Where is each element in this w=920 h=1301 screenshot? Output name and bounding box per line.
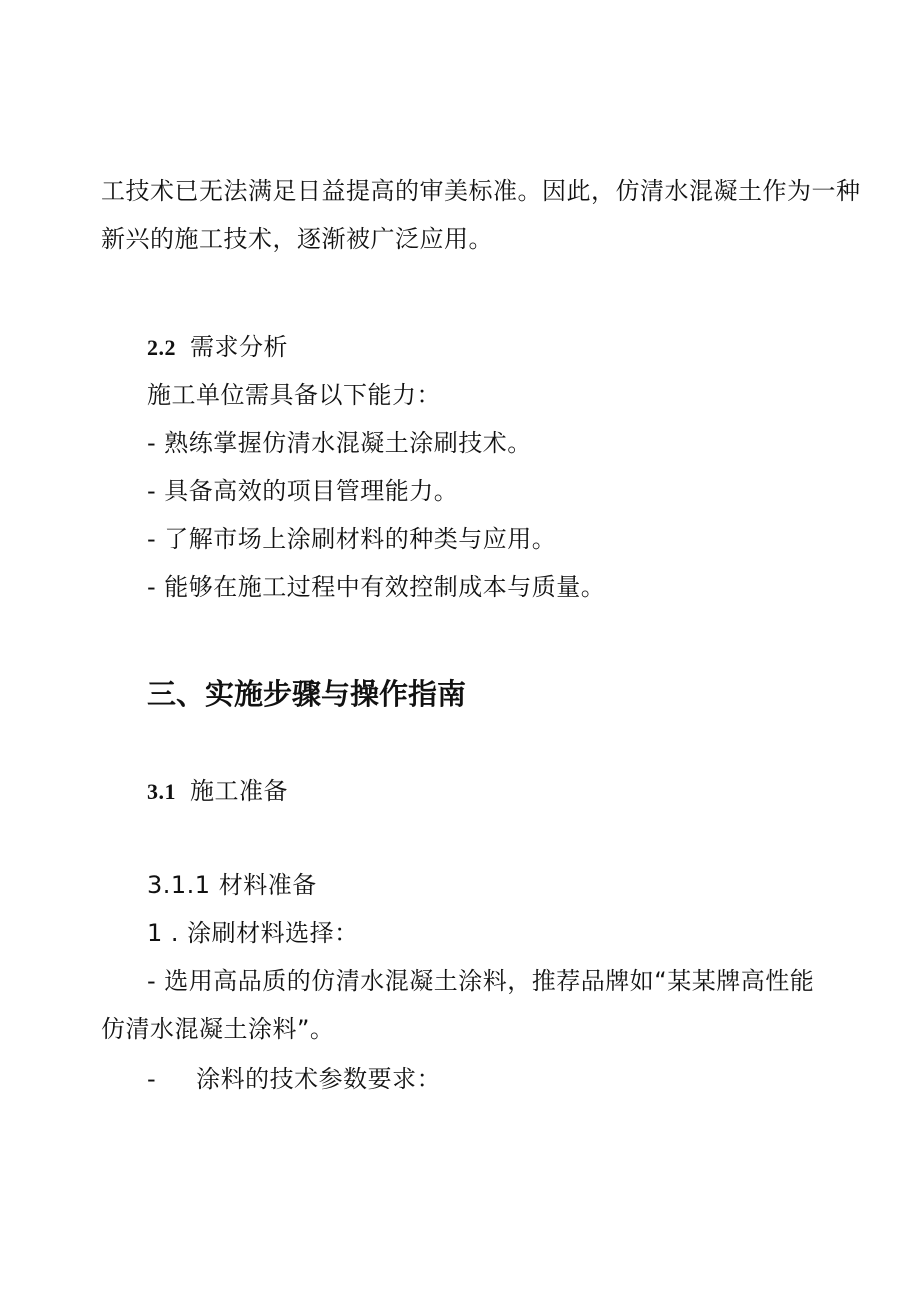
section-2-2-heading (147, 332, 288, 363)
requirement-item-3: - 了解市场上涂刷材料的种类与应用。 (147, 525, 557, 553)
material-bullet-2-text: 涂料的技术参数要求： (196, 1065, 442, 1093)
material-bullet-1-line-2: 仿清水混凝土涂料”。 (101, 1015, 335, 1043)
requirement-item-4: - 能够在施工过程中有效控制成本与质量。 (147, 573, 606, 601)
section-3-1-number: 3.1 (147, 779, 176, 804)
material-bullet-2-dash: - (147, 1065, 157, 1093)
section-3-1-title: 施工准备 (190, 777, 288, 805)
section-2-2-lead: 施工单位需具备以下能力： (147, 381, 441, 409)
intro-line-1: 工技术已无法满足日益提高的审美标准。因此，仿清水混凝土作为一种 (101, 177, 861, 205)
material-bullet-2 (147, 1064, 441, 1094)
intro-line-2: 新兴的施工技术，逐渐被广泛应用。 (101, 225, 493, 253)
material-bullet-1-line-1: - 选用高品质的仿清水混凝土涂料，推荐品牌如“某某牌高性能 (147, 967, 815, 995)
section-2-2-title: 需求分析 (190, 333, 288, 361)
chapter-3-heading: 三、实施步骤与操作指南 (147, 677, 467, 711)
material-item-1: 1 . 涂刷材料选择： (147, 919, 359, 947)
section-3-1-1-heading: 3.1.1 材料准备 (147, 871, 317, 899)
requirement-item-2: - 具备高效的项目管理能力。 (147, 477, 459, 505)
section-3-1-heading (147, 776, 288, 807)
requirement-item-1: - 熟练掌握仿清水混凝土涂刷技术。 (147, 429, 532, 457)
section-2-2-number: 2.2 (147, 335, 176, 360)
